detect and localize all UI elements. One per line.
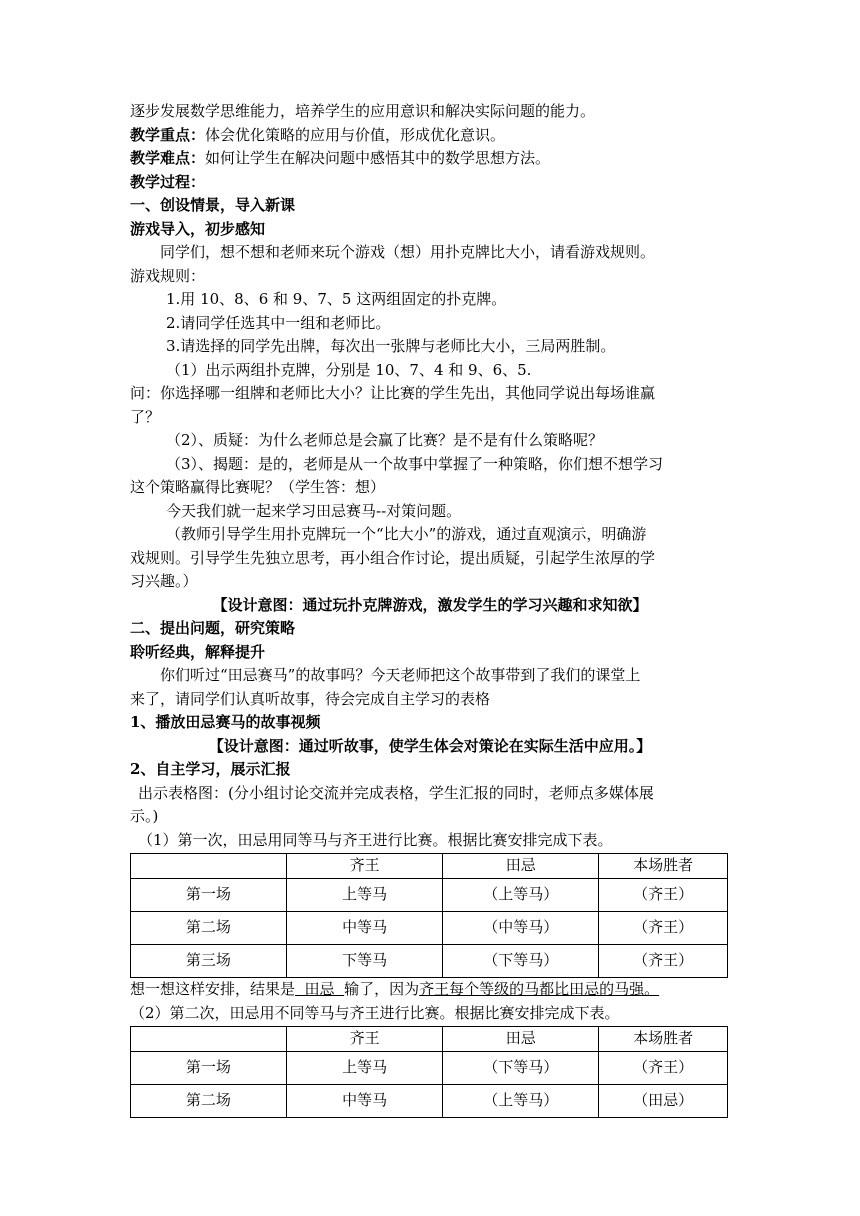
table-cell: （齐王） (599, 879, 728, 912)
step-heading-2: 2、自主学习，展示汇报 (130, 760, 291, 778)
table-cell: 第一场 (131, 1052, 287, 1085)
header-cell: 本场胜者 (599, 1027, 728, 1052)
match-table-2 (130, 1026, 728, 1118)
process-heading: 教学过程： (130, 172, 206, 191)
table-caption-1: （1）第一次，田忌用同等马与齐王进行比赛。根据比赛安排完成下表。 (138, 830, 613, 849)
table-cell: （下等马） (443, 1052, 599, 1085)
table-caption-2: （2）第二次，田忌用不同等马与齐王进行比赛。根据比赛安排完成下表。 (130, 1003, 620, 1022)
table-cell: 中等马 (286, 1085, 443, 1118)
paragraph-line: （1）出示两组扑克牌，分别是 10、7、4 和 9、6、5. (166, 360, 532, 379)
paragraph-line: 戏规则。引导学生先独立思考，再小组合作讨论，提出质疑，引起学生浓厚的学 (130, 548, 656, 567)
paragraph-line: 同学们，想不想和老师来玩个游戏（想）用扑克牌比大小，请看游戏规则。 (160, 243, 656, 261)
table-row (131, 879, 728, 912)
step-heading-1: 1、播放田忌赛马的故事视频 (130, 713, 321, 731)
table-cell: 第二场 (131, 1085, 287, 1118)
table-row (131, 945, 728, 978)
header-cell: 本场胜者 (599, 854, 728, 879)
table-cell: 下等马 (286, 945, 443, 978)
paragraph-line: 出示表格图：(分小组讨论交流并完成表格，学生汇报的同时，老师点多媒体展 (138, 783, 654, 802)
paragraph-line: 游戏规则： (130, 266, 206, 285)
paragraph-line: 你们听过“田忌赛马”的故事吗？今天老师把这个故事带到了我们的课堂上 (160, 666, 641, 684)
table-cell: 第一场 (131, 879, 287, 912)
table-cell: 第三场 (131, 945, 287, 978)
header-cell: 齐王 (286, 854, 443, 879)
paragraph-line: 今天我们就一起来学习田忌赛马--对策问题。 (166, 501, 462, 520)
table-cell: （田忌） (599, 1085, 728, 1118)
section-heading-2: 二、提出问题，研究策略 (130, 619, 296, 637)
header-cell (131, 1027, 287, 1052)
table-cell: 中等马 (286, 912, 443, 945)
paragraph-line: 这个策略赢得比赛呢？（学生答：想） (130, 478, 386, 496)
paragraph-line: 了？ (130, 407, 161, 426)
table-header-row (131, 1027, 728, 1052)
key-point-line (130, 124, 730, 148)
table-cell: （齐王） (599, 912, 728, 945)
table-cell: （上等马） (443, 879, 599, 912)
paragraph-line: 问：你选择哪一组牌和老师比大小？让比赛的学生先出，其他同学说出每场谁赢 (130, 384, 656, 402)
difficulty-label: 教学难点： (130, 149, 206, 167)
table-cell: （齐王） (599, 1052, 728, 1085)
match-table-1 (130, 853, 728, 978)
table-cell: （中等马） (443, 912, 599, 945)
result-text: 输了，因为 (344, 980, 420, 998)
header-cell: 田忌 (443, 1027, 599, 1052)
paragraph-line: （3）、揭题：是的，老师是从一个故事中掌握了一种策略，你们想不想学习 (166, 454, 664, 473)
design-intent-1: 【设计意图：通过玩扑克牌游戏，激发学生的学习兴趣和求知欲】 (212, 595, 648, 614)
paragraph-line: 来了，请同学们认真听故事，待会完成自主学习的表格 (130, 689, 491, 708)
table-header-row (131, 854, 728, 879)
difficulty-text: 如何让学生在解决问题中感悟其中的数学思想方法。 (205, 149, 551, 167)
document-page (130, 100, 730, 1118)
rule-item: 2.请同学任选其中一组和老师比。 (166, 313, 391, 332)
rule-item: 1.用 10、8、6 和 9、7、5 这两组固定的扑克牌。 (166, 290, 507, 308)
table-cell: 上等马 (286, 1052, 443, 1085)
result-text: 想一想这样安排，结果是 (130, 980, 296, 998)
paragraph-line: 示。) (130, 807, 159, 825)
header-cell (131, 854, 287, 879)
key-point-text: 体会优化策略的应用与价值，形成优化意识。 (205, 125, 506, 144)
paragraph-line: 习兴趣。） (130, 572, 198, 590)
paragraph-line: （教师引导学生用扑克牌玩一个“比大小”的游戏，通过直观演示，明确游 (166, 525, 647, 543)
result-line (130, 978, 730, 1002)
result-answer: 田忌 (295, 980, 345, 998)
result-reason: 齐王每个等级的马都比田忌的马强。 (419, 980, 660, 998)
subsection-heading: 聆听经典，解释提升 (130, 642, 266, 661)
key-point-label: 教学重点： (130, 125, 206, 144)
table-row (131, 912, 728, 945)
table-cell: 上等马 (286, 879, 443, 912)
design-intent-2: 【设计意图：通过听故事，使学生体会对策论在实际生活中应用。】 (208, 736, 652, 755)
subsection-heading: 游戏导入，初步感知 (130, 219, 266, 238)
paragraph-line: 逐步发展数学思维能力，培养学生的应用意识和解决实际问题的能力。 (130, 102, 596, 120)
header-cell: 田忌 (443, 854, 599, 879)
table-row (131, 1052, 728, 1085)
difficulty-line (130, 147, 730, 171)
table-cell: 第二场 (131, 912, 287, 945)
table-cell: （齐王） (599, 945, 728, 978)
header-cell: 齐王 (286, 1027, 443, 1052)
table-cell: （下等马） (443, 945, 599, 978)
rule-item: 3.请选择的同学先出牌，每次出一张牌与老师比大小，三局两胜制。 (166, 337, 616, 355)
table-cell: （上等马） (443, 1085, 599, 1118)
paragraph-line: （2）、质疑：为什么老师总是会赢了比赛？是不是有什么策略呢？ (166, 431, 604, 449)
table-row (131, 1085, 728, 1118)
section-heading-1: 一、创设情景，导入新课 (130, 196, 296, 214)
